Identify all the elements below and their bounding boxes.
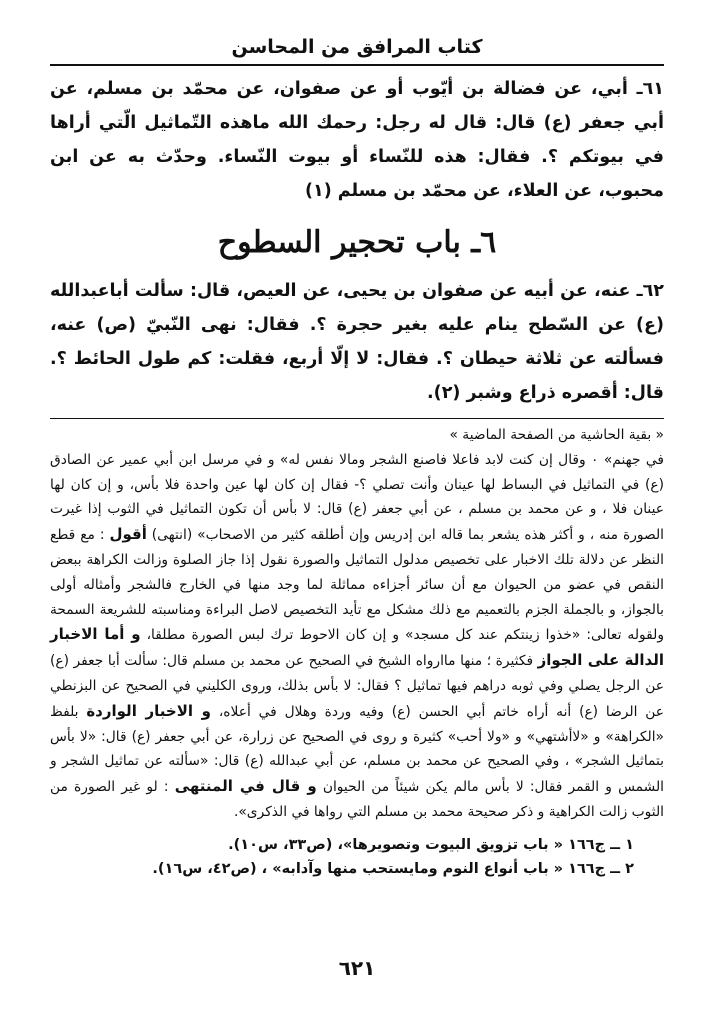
- hadith-text: عنه، عن أبيه عن صفوان بن يحيى، عن العيص، قال: سألت أباعبدالله (ع) عن السّطح ينام عليه بغير حجرة ؟. فقال: نهى النّبيّ (ص) عنه، فسألته عن ثلاثة حيطان ؟. فقال: لا إلّا أربع، فقلت: كم طول الحائط ؟. قال: أقصره ذراع وشبر (٢).: [50, 281, 664, 403]
- footnotes: [50, 423, 664, 825]
- notes-continuation-label: « بقية الحاشية من الصفحة الماضية »: [449, 427, 664, 443]
- notes-emphasis: و قال في المنتهى: [174, 777, 317, 796]
- notes-text: : لو غير الصورة من الثوب زالت الكراهية و ذكر صحيحة محمد بن مسلم التي رواها في الذكرى».: [50, 779, 664, 820]
- notes-emphasis: أقول: [109, 525, 147, 544]
- hadith-62: [50, 274, 664, 410]
- notes-text: فكثيرة ؛ منها ماارواه الشيخ في الصحيح عن محمد بن مسلم قال: سألت أبا جعفر (ع) عن الرجل يصلي وفي ثوبه دراهم فيها تماثيل ؟ فقال: لا بأس بذلك، وروى الكليني في الصحيح عن البزنطي عن الرضا (ع) أنه أراه خاتم أبي الحسن (ع) وفيه وردة وهلال في أعلاه،: [50, 653, 665, 720]
- chapter-title: ٦ـ باب تحجير السطوح: [217, 225, 497, 260]
- hadith-number: ٦٢ـ: [636, 281, 664, 301]
- hadith-61: [50, 72, 664, 208]
- notes-text: : مع قطع النظر عن دلالة تلك الاخبار على تخصيص مدلول التماثيل والصورة نقول إذا جاز الصلوة وزالت الكراهة ببعض النقص في عضو من الحيوان مع أن سائر أجزاءه مماثلة لما وجد منها في الخارج فالشجر وأمثاله أولى بالجواز، و بالجملة الجزم بالتعميم مع ذلك مشكل مع تأيد التخصيص لاصل البراءة ومناسبته للشريعة السمحة ولقوله تعالى: «خذوا زينتكم عند كل مسجد» و إن كان الاحوط ترك لبس الصورة مطلقا،: [50, 527, 665, 644]
- reference-item: ٢ ــ ج١٦٦ « باب أنواع النوم ومايستحب منها وآدابه» ، (ص٤٢، س١٦).: [152, 860, 634, 877]
- notes-text: في جهنم» ٠ وقال إن كنت لابد فاعلا فاصنع الشجر ومالا نفس له» و في مرسل ابن أبي عمير عن الصادق (ع) في التماثيل في البساط لها عينان وأنت تصلي ؟- فقال إن كان لها عين واحدة فلا بأس، و إن كان لها عينان فلا ، و عن محمد بن مسلم ، عن أبي جعفر (ع) قال: لا بأس أن تكون التماثيل في الثوب إذا غيرت الصورة منه ، و أكثر هذه يشعر بما قاله ابن إدريس وإن أطلقه كثير من الاصحاب» (انتهى): [50, 451, 664, 544]
- notes-emphasis: و أما الاخبار الدالة على الجواز: [50, 625, 664, 670]
- page-number: ٦٢١: [338, 956, 376, 980]
- hadith-text: أبي، عن فضالة بن أيّوب أو عن صفوان، عن محمّد بن مسلم، عن أبي جعفر (ع) قال: قال له رجل: رحمك الله ماهذه التّماثيل الّتي أراها في بيوتكم ؟. فقال: هذه للنّساء أو بيوت النّساء. وحدّث به عن ابن محبوب، عن العلاء، عن محمّد بن مسلم (١): [50, 79, 664, 201]
- header-rule: [50, 64, 664, 66]
- notes-rule: [50, 418, 664, 419]
- reference-item: ١ ــ ج١٦٦ « باب تزويق البيوت وتصويرها»، (ص٣٣، س١٠).: [228, 836, 634, 853]
- references: [50, 833, 664, 881]
- notes-emphasis: و الاخبار الواردة: [86, 701, 212, 720]
- running-header: كتاب المرافق من المحاسن: [231, 36, 483, 58]
- notes-text: بلفظ «الكراهة» و «لاأشتهي» و «ولا أحب» كثيرة و روى في الصحيح عن زرارة، عن أبي جعفر (ع) قال: «لا بأس بتماثيل الشجر» ، وفي الصحيح عن محمد بن مسلم، عن أبي عبدالله (ع) قال: «سألته عن تماثيل الشجر و الشمس و القمر فقال: لا بأس مالم يكن شيئاً من الحيوان: [50, 703, 664, 796]
- hadith-number: ٦١ـ: [636, 79, 664, 99]
